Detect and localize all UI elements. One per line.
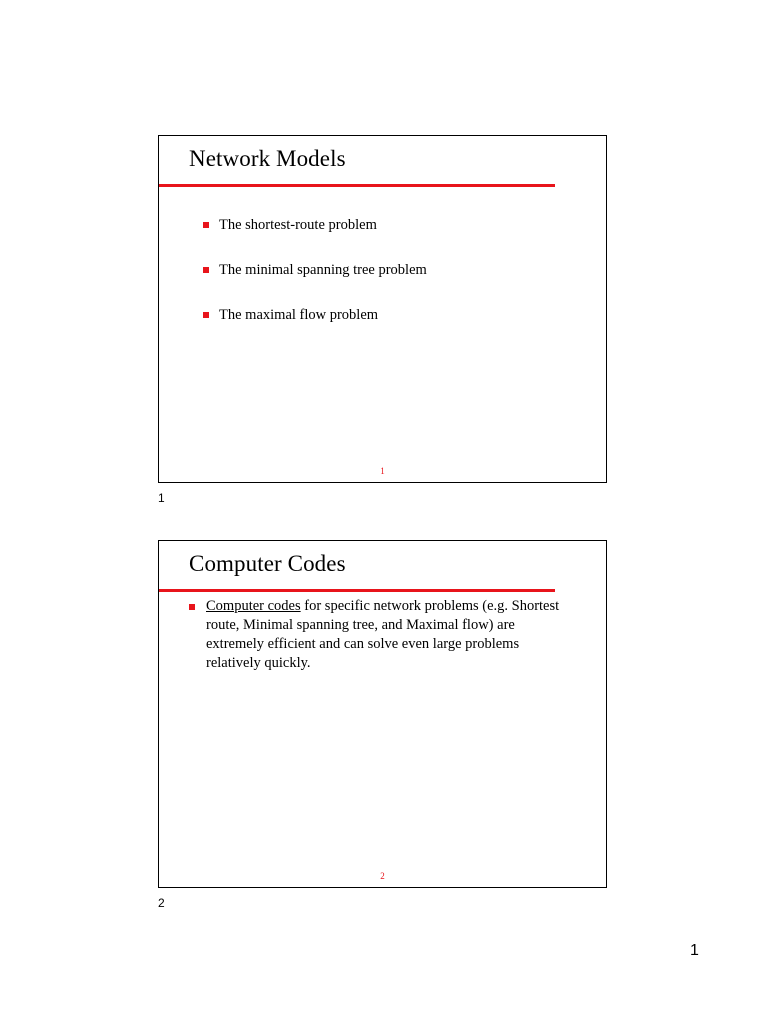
slide-outer-label: 2 (158, 896, 165, 910)
square-bullet-icon (203, 267, 209, 273)
square-bullet-icon (189, 604, 195, 610)
slide-title: Network Models (189, 146, 346, 171)
slide-computer-codes (158, 540, 607, 888)
square-bullet-icon (203, 222, 209, 228)
bullet-list (189, 597, 569, 673)
slide-title: Computer Codes (189, 551, 346, 576)
bullet-text: The minimal spanning tree problem (219, 262, 427, 278)
bullet-text: The shortest-route problem (219, 217, 377, 233)
list-item (189, 597, 569, 673)
slide-number: 1 (380, 466, 385, 476)
list-item (203, 306, 427, 351)
bullet-text: The maximal flow problem (219, 307, 379, 323)
square-bullet-icon (203, 312, 209, 318)
slide-outer-label: 1 (158, 491, 165, 505)
list-item (203, 261, 427, 306)
title-underline-rule (159, 184, 555, 187)
page-number: 1 (690, 942, 699, 959)
computer-codes-link[interactable]: Computer codes (206, 598, 301, 614)
list-item (203, 216, 427, 261)
bullet-text: for specific network problems (e.g. Shortest route, Minimal spanning tree, and Maximal flow) are extremely efficient and can solve even large problems relatively quickly. (206, 598, 560, 671)
bullet-list (203, 216, 427, 351)
slide-network-models (158, 135, 607, 483)
title-underline-rule (159, 589, 555, 592)
slide-number: 2 (380, 871, 385, 881)
